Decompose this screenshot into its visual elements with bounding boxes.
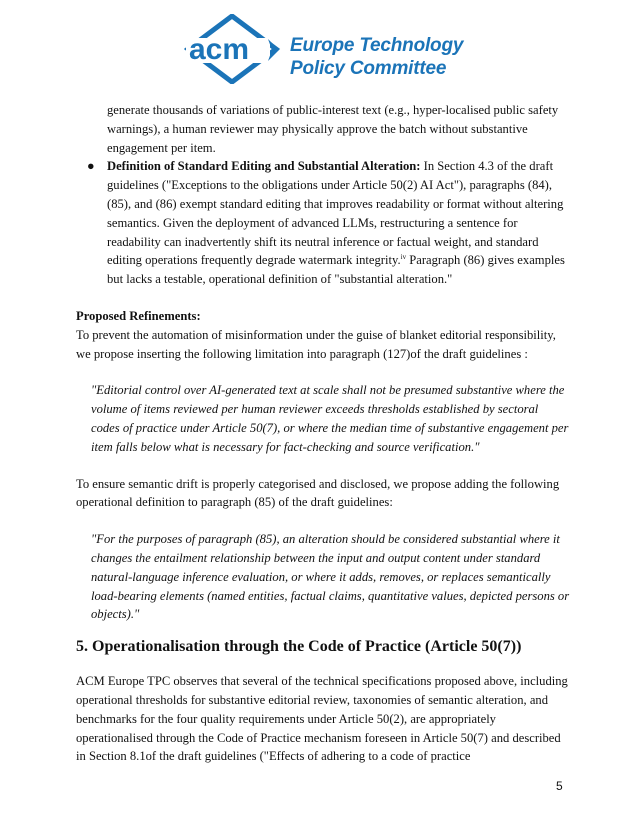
bullet-text-2: Paragraph (86) gives examples but lacks a testable, operational definition of "substantial alteration."	[107, 253, 565, 287]
semantic-drift-paragraph: To ensure semantic drift is properly categorised and disclosed, we propose adding the following operational definition to paragraph (85) of the draft guidelines:	[76, 476, 560, 510]
refinements-heading: Proposed Refinements:	[76, 308, 201, 323]
bullet-text-1: In Section 4.3 of the draft guidelines ("Exceptions to the obligations under Article 50(2) AI Act"), paragraphs (84), (85), and (86) exempt standard editing that improves readability or format without altering semantics. Given the deployment of advanced LLMs, restructuring a sentence for readability can inadvertently shift its neutral inference or factual weight, and standard editing operations frequently degrade watermark integrity.	[107, 159, 564, 268]
acm-europe-tpc-logo	[184, 14, 464, 84]
bullet-standard-editing	[76, 157, 570, 289]
acm-logo-text: acm	[189, 33, 250, 66]
bullet-list	[76, 157, 570, 289]
quote-substantial-alteration: "For the purposes of paragraph (85), an alteration should be considered substantial where it changes the entailment relationship between the input and output content under standard natural-language inference evaluation, or where it adds, removes, or replaces semantically load-bearing elements (named entities, factual claims, quantitative values, depicted persons or objects)."	[91, 532, 570, 622]
page-number: 5	[556, 779, 563, 793]
refinements-intro: To prevent the automation of misinformation under the guise of blanket editorial responsibility, we propose inserting the following limitation into paragraph (127)of the draft guidelines :	[76, 327, 556, 361]
section-5-heading: 5. Operationalisation through the Code of Practice (Article 50(7))	[76, 638, 522, 656]
document-body	[76, 101, 570, 766]
acm-diamond-logo-icon	[184, 14, 290, 84]
logo-line-1: Europe Technology	[290, 35, 464, 56]
continued-bullet-text: generate thousands of variations of public-interest text (e.g., hyper-localised public safety warnings), a human reviewer may physically approve the batch without substantive engagement per item.	[107, 103, 559, 155]
bullet-dot-icon: ●	[87, 159, 95, 174]
section-5-text: ACM Europe TPC observes that several of the technical specifications proposed above, including operational thresholds for substantive editorial review, taxonomies of semantic alteration, and benchmarks for the four quality requirements under Article 50(2), are appropriately operationalised through the Code of Practice mechanism foreseen in Article 50(7) and described in Section 8.1of the draft guidelines ("Effects of adhering to a code of practice	[76, 674, 568, 764]
quote-editorial-control: "Editorial control over AI-generated text at scale shall not be presumed substantive where the volume of items reviewed per human reviewer exceeds thresholds established by sectoral codes of practice under Article 50(7), or where the median time of substantive engagement per item falls below what is necessary for fact-checking and source verification."	[91, 383, 569, 454]
bullet-title: Definition of Standard Editing and Substantial Alteration:	[107, 159, 421, 174]
footnote-ref[interactable]: iv	[400, 253, 407, 262]
logo-line-2: Policy Committee	[290, 58, 447, 79]
